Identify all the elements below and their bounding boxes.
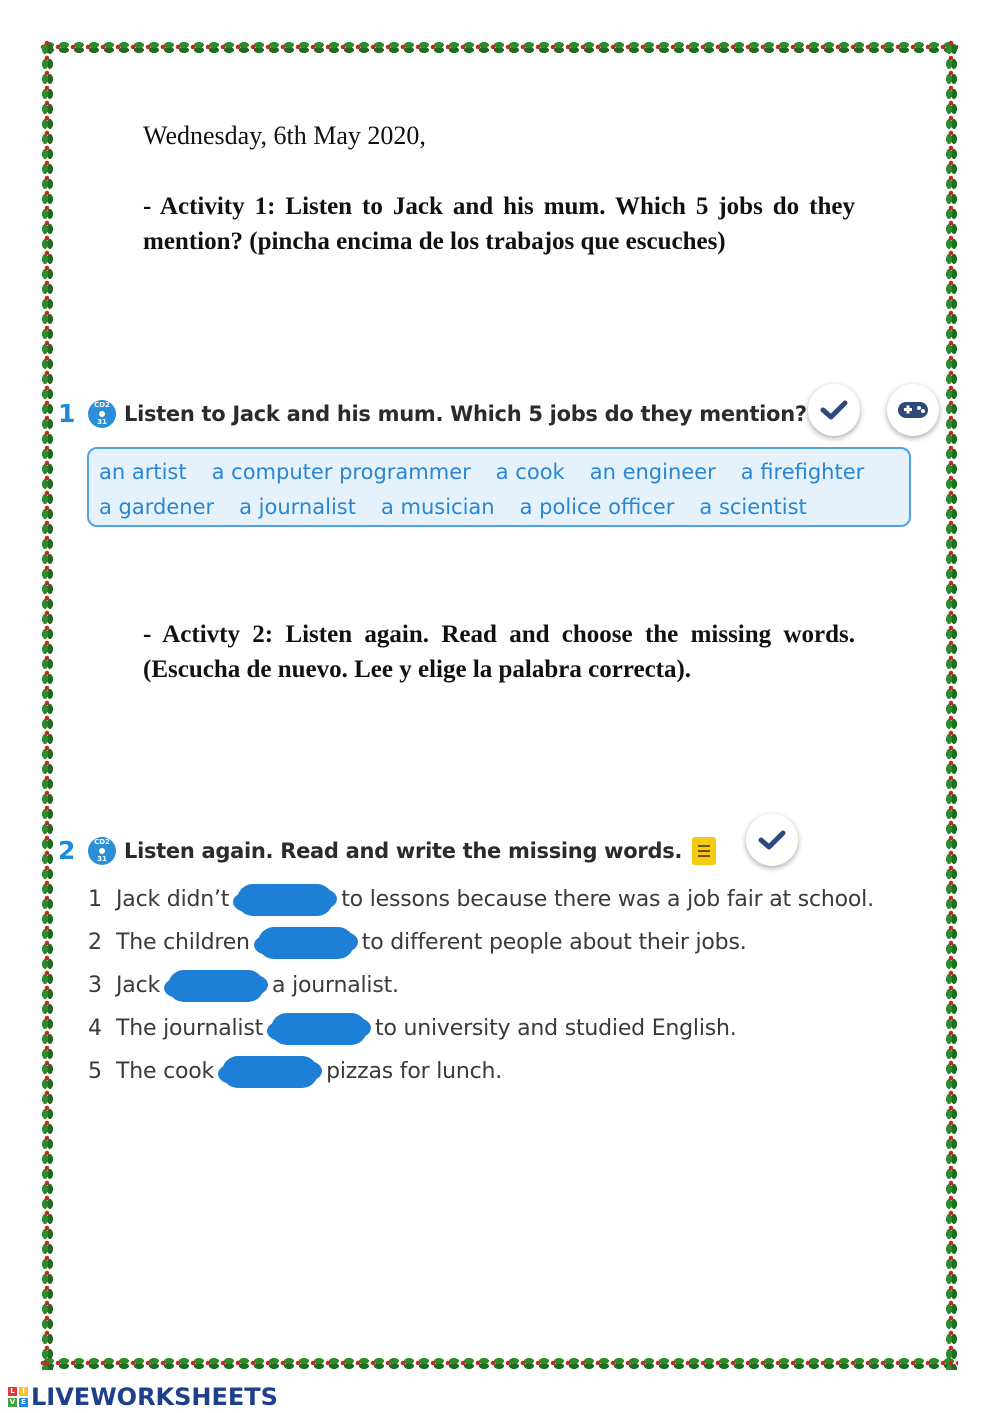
sentence-text-before: The cook bbox=[116, 1059, 215, 1084]
activity-1-instruction: - Activity 1: Listen to Jack and his mum. Which 5 jobs do they mention? (pincha encima de los trabajos que escuches) bbox=[143, 193, 855, 255]
sentence-text-after: pizzas for lunch. bbox=[326, 1059, 503, 1084]
sentence-text-before: The children bbox=[116, 930, 250, 955]
check-icon bbox=[820, 399, 848, 421]
exercise-2-number: 2 bbox=[58, 836, 76, 865]
holly-border-right bbox=[944, 40, 958, 1370]
logo-letter: I bbox=[19, 1387, 28, 1396]
cd-track: 31 bbox=[97, 417, 107, 426]
cd-track: 31 bbox=[97, 854, 107, 863]
sentence-number: 4 bbox=[88, 1016, 102, 1041]
word-option[interactable]: a journalist bbox=[239, 495, 356, 519]
cd-label: CD2 bbox=[94, 400, 110, 409]
logo-letter: E bbox=[19, 1398, 28, 1407]
sentence-row bbox=[88, 1050, 874, 1093]
word-option[interactable]: a cook bbox=[495, 460, 565, 484]
cd-icon bbox=[88, 837, 116, 865]
sentence-list bbox=[88, 878, 874, 1093]
notebook-icon bbox=[692, 837, 716, 865]
sentence-text-before: Jack bbox=[116, 973, 161, 998]
activity-2-instruction: - Activty 2: Listen again. Read and choose the missing words. (Escucha de nuevo. Lee y elige la palabra correcta). bbox=[143, 621, 855, 683]
liveworksheets-logo bbox=[8, 1383, 278, 1411]
check-button[interactable] bbox=[746, 814, 798, 866]
holly-border-bottom bbox=[40, 1356, 958, 1370]
sentence-text-after: a journalist. bbox=[272, 973, 399, 998]
game-button[interactable] bbox=[887, 384, 939, 436]
sentence-row bbox=[88, 878, 874, 921]
word-row-2 bbox=[99, 490, 899, 525]
sentence-text-after: to lessons because there was a job fair at school. bbox=[341, 887, 874, 912]
holly-border-top bbox=[40, 40, 958, 54]
sentence-row bbox=[88, 921, 874, 964]
sentence-number: 5 bbox=[88, 1059, 102, 1084]
word-option[interactable]: a scientist bbox=[699, 495, 807, 519]
word-option[interactable]: a firefighter bbox=[740, 460, 865, 484]
logo-grid-icon bbox=[8, 1387, 28, 1407]
cd-hole bbox=[99, 411, 105, 417]
cd-icon bbox=[88, 400, 116, 428]
check-icon bbox=[758, 829, 786, 851]
word-option[interactable]: an artist bbox=[99, 460, 187, 484]
sentence-text-before: Jack didn’t bbox=[116, 887, 230, 912]
answer-blank[interactable] bbox=[168, 970, 264, 1002]
logo-text: LIVEWORKSHEETS bbox=[31, 1383, 278, 1411]
sentence-text-after: to university and studied English. bbox=[375, 1016, 737, 1041]
sentence-number: 3 bbox=[88, 973, 102, 998]
exercise-2-title: Listen again. Read and write the missing words. bbox=[124, 838, 683, 863]
word-option[interactable]: an engineer bbox=[589, 460, 716, 484]
exercise-1-header bbox=[58, 399, 841, 428]
sentence-row bbox=[88, 964, 874, 1007]
sentence-row bbox=[88, 1007, 874, 1050]
answer-blank[interactable] bbox=[222, 1056, 318, 1088]
sentence-text-before: The journalist bbox=[116, 1016, 264, 1041]
sentence-text-after: to different people about their jobs. bbox=[361, 930, 747, 955]
word-row-1 bbox=[99, 455, 899, 490]
holly-border-left bbox=[40, 40, 54, 1370]
answer-blank[interactable] bbox=[258, 927, 354, 959]
exercise-1-title: Listen to Jack and his mum. Which 5 jobs do they mention? bbox=[124, 401, 807, 426]
answer-blank[interactable] bbox=[237, 884, 333, 916]
exercise-2-header bbox=[58, 836, 716, 865]
exercise-1-number: 1 bbox=[58, 399, 76, 428]
check-button[interactable] bbox=[808, 384, 860, 436]
word-option[interactable]: a musician bbox=[380, 495, 495, 519]
logo-letter: V bbox=[9, 1398, 16, 1406]
job-word-box bbox=[87, 447, 911, 527]
answer-blank[interactable] bbox=[271, 1013, 367, 1045]
word-option[interactable]: a gardener bbox=[99, 495, 215, 519]
date-line: Wednesday, 6th May 2020, bbox=[143, 121, 426, 150]
logo-letter: L bbox=[8, 1387, 17, 1396]
cd-label: CD2 bbox=[94, 837, 110, 846]
word-option[interactable]: a computer programmer bbox=[211, 460, 471, 484]
sentence-number: 1 bbox=[88, 887, 102, 912]
gamepad-icon bbox=[896, 399, 930, 421]
word-option[interactable]: a police officer bbox=[519, 495, 675, 519]
sentence-number: 2 bbox=[88, 930, 102, 955]
cd-hole bbox=[99, 848, 105, 854]
